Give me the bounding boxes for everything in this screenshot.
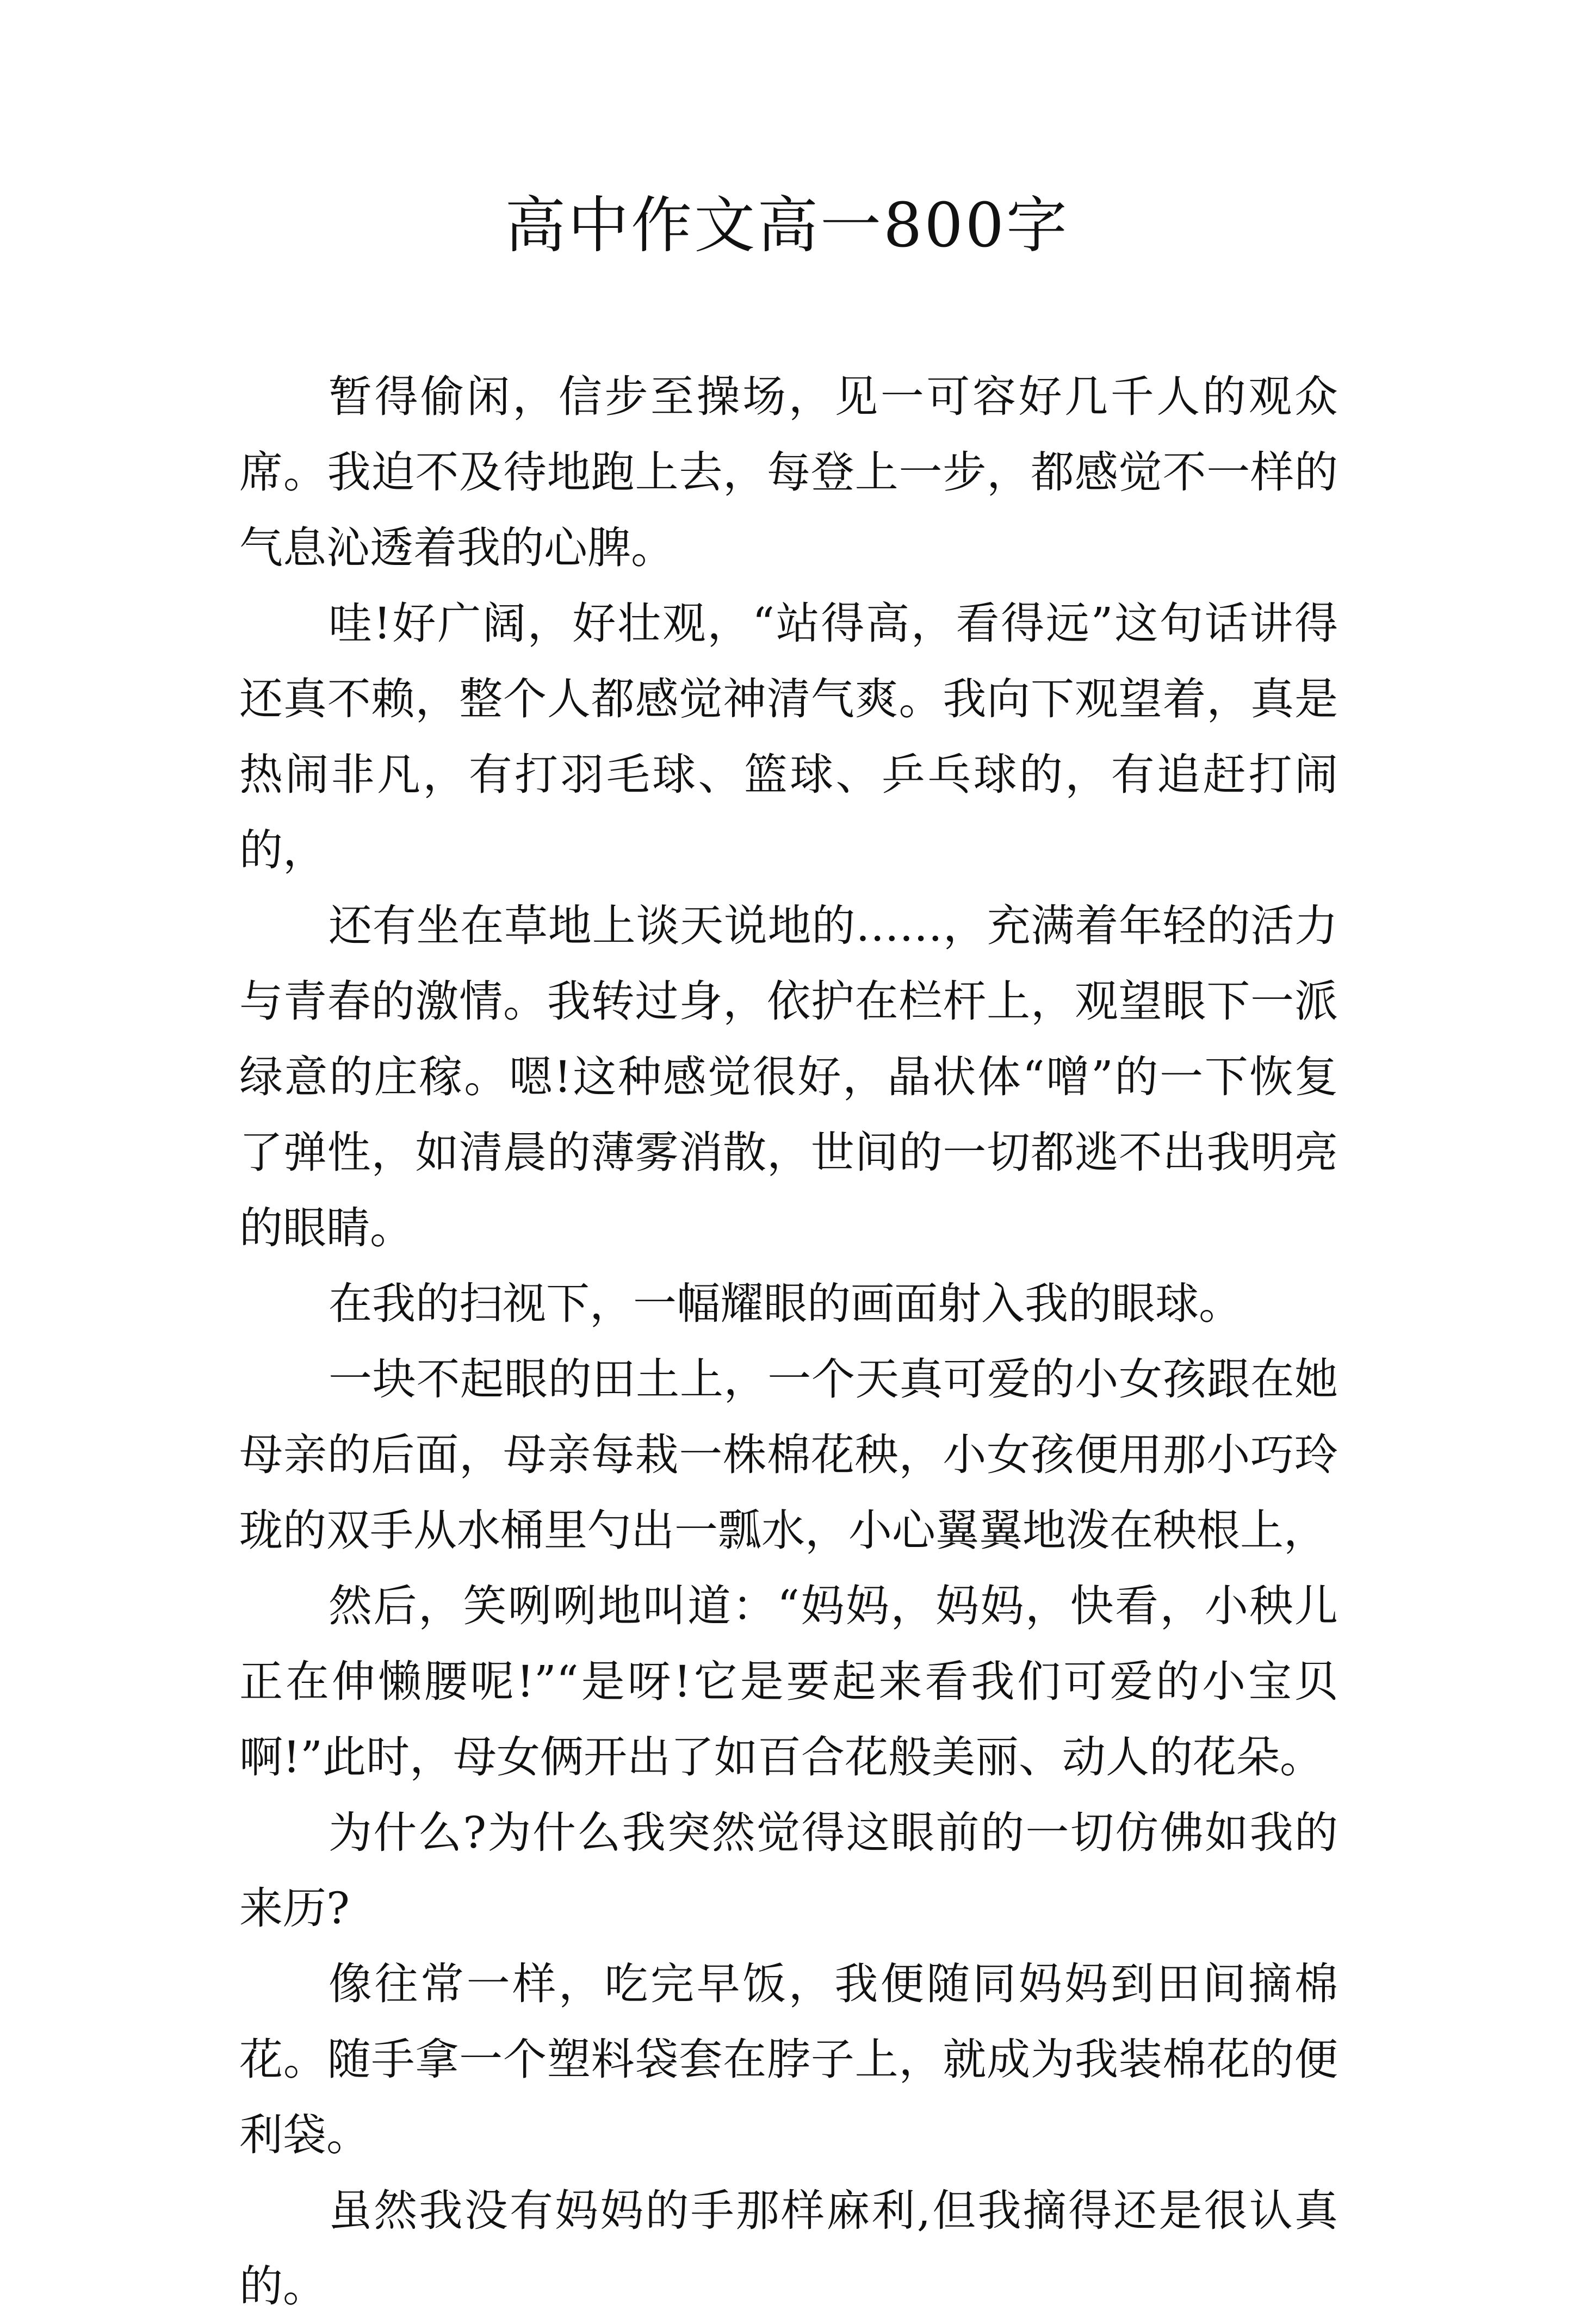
paragraph: 然后，笑咧咧地叫道：“妈妈，妈妈，快看，小秧儿正在伸懒腰呢!”“是呀!它是要起来看我们可爱的小宝贝啊!”此时，母女俩开出了如百合花般美丽、动人的花朵。 (239, 1581, 1338, 1782)
paragraph: 在我的扫视下，一幅耀眼的画面射入我的眼球。 (329, 1278, 1242, 1329)
document-body (239, 359, 1338, 2324)
document-title: 高中作文高一800字 (505, 190, 1069, 261)
paragraph: 还有坐在草地上谈天说地的……，充满着年轻的活力与青春的激情。我转过身，依护在栏杆上，观望眼下一派绿意的庄稼。嗯!这种感觉很好，晶状体“噌”的一下恢复了弹性，如清晨的薄雾消散，世间的一切都逃不出我明亮的眼睛。 (239, 900, 1338, 1253)
paragraph: 虽然我没有妈妈的手那样麻利,但我摘得还是很认真的。 (239, 2185, 1338, 2311)
paragraph: 暂得偷闲，信步至操场，见一可容好几千人的观众席。我迫不及待地跑上去，每登上一步，都感觉不一样的气息沁透着我的心脾。 (239, 371, 1338, 573)
paragraph: 为什么?为什么我突然觉得这眼前的一切仿佛如我的来历? (239, 1807, 1338, 1934)
paragraph: 哇!好广阔，好壮观，“站得高，看得远”这句话讲得还真不赖，整个人都感觉神清气爽。我向下观望着，真是热闹非凡，有打羽毛球、篮球、乒乓球的，有追赶打闹的， (239, 598, 1338, 875)
paragraph: 像往常一样，吃完早饭，我便随同妈妈到田间摘棉花。随手拿一个塑料袋套在脖子上，就成为我装棉花的便利袋。 (239, 1959, 1338, 2160)
paragraph: 一块不起眼的田土上，一个天真可爱的小女孩跟在她母亲的后面，母亲每栽一株棉花秧，小女孩便用那小巧玲珑的双手从水桶里勺出一瓢水，小心翼翼地泼在秧根上， (239, 1354, 1338, 1556)
